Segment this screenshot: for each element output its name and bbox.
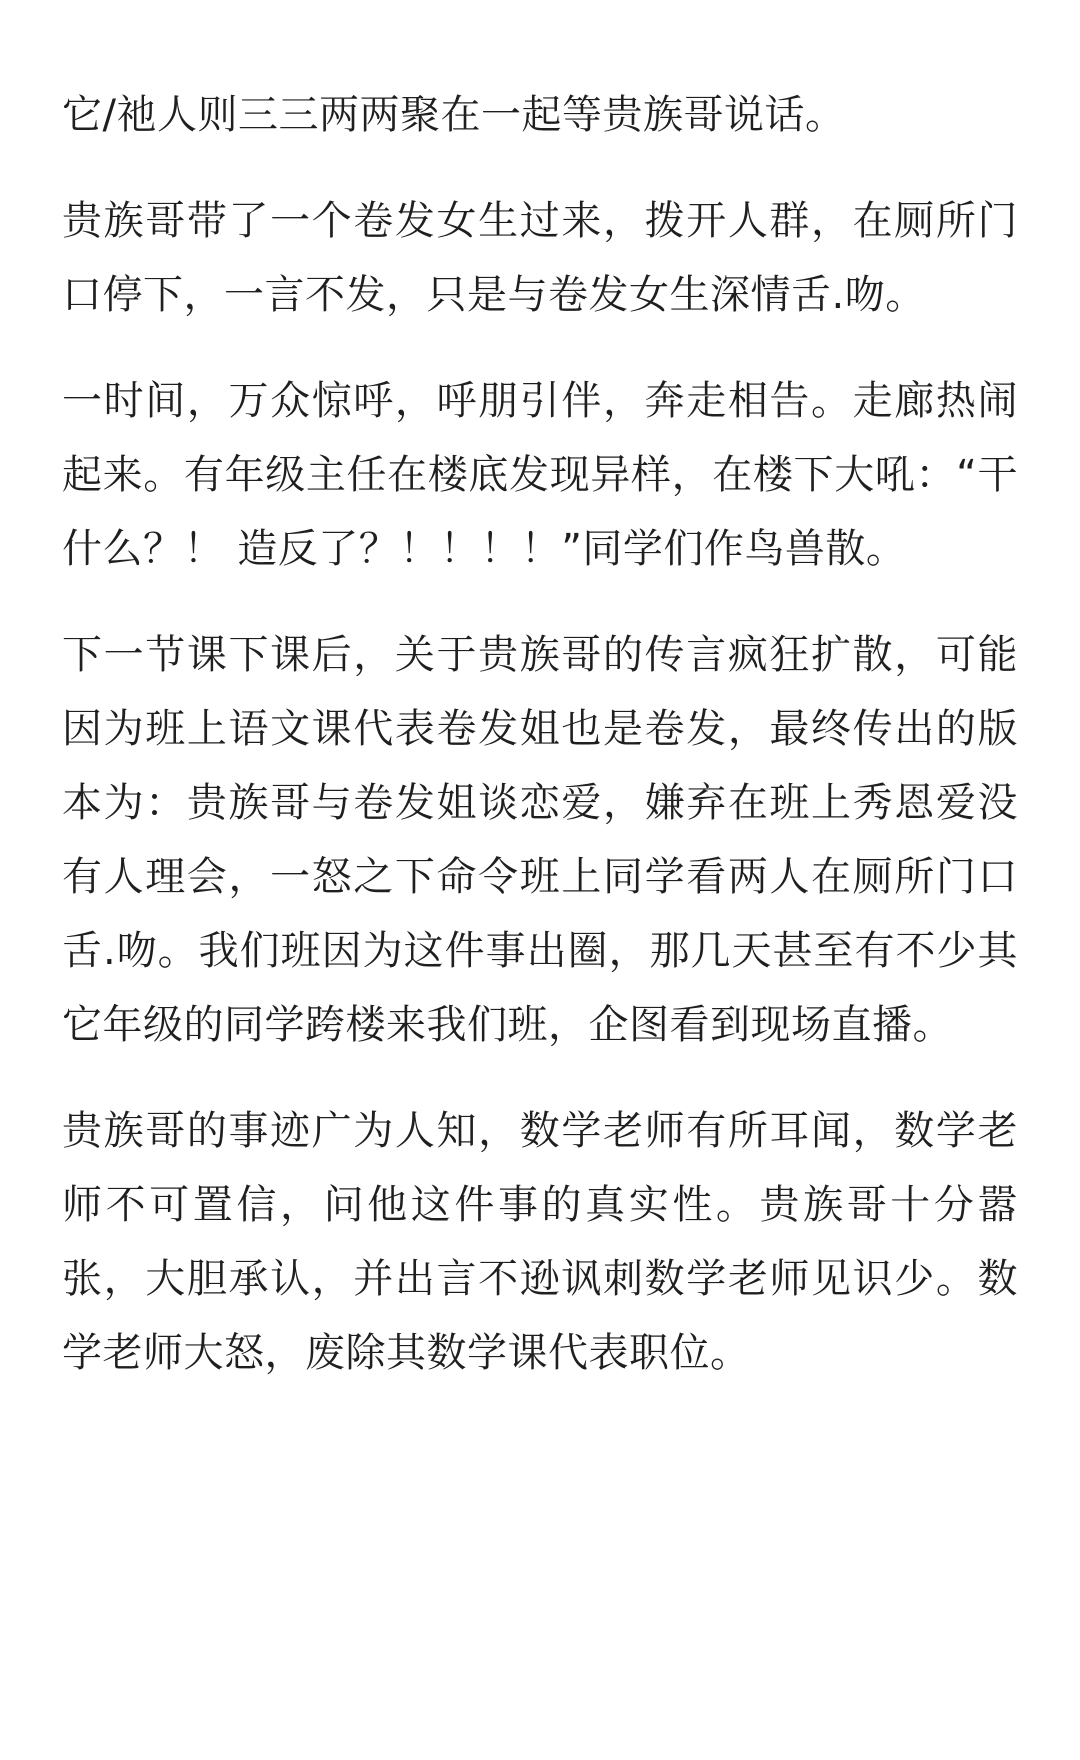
paragraph-3: 一时间，万众惊呼，呼朋引伴，奔走相告。走廊热闹起来。有年级主任在楼底发现异样，在楼下大吼：“干什么？！ 造反了？！！！！”同学们作鸟兽散。 xyxy=(62,378,1018,572)
paragraph-5: 贵族哥的事迹广为人知，数学老师有所耳闻，数学老师不可置信，问他这件事的真实性。贵族哥十分嚣张，大胆承认，并出言不逊讽刺数学老师见识少。数学老师大怒，废除其数学课代表职位。 xyxy=(62,1108,1018,1376)
article-body xyxy=(62,78,1018,1422)
paragraph-2: 贵族哥带了一个卷发女生过来，拨开人群，在厕所门口停下，一言不发，只是与卷发女生深情舌.吻。 xyxy=(62,198,1018,318)
paragraph-4: 下一节课下课后，关于贵族哥的传言疯狂扩散，可能因为班上语文课代表卷发姐也是卷发，最终传出的版本为：贵族哥与卷发姐谈恋爱，嫌弃在班上秀恩爱没有人理会，一怒之下命令班上同学看两人在厕所门口舌.吻。我们班因为这件事出圈，那几天甚至有不少其它年级的同学跨楼来我们班，企图看到现场直播。 xyxy=(62,632,1018,1048)
paragraph-1: 它/祂人则三三两两聚在一起等贵族哥说话。 xyxy=(62,92,846,138)
